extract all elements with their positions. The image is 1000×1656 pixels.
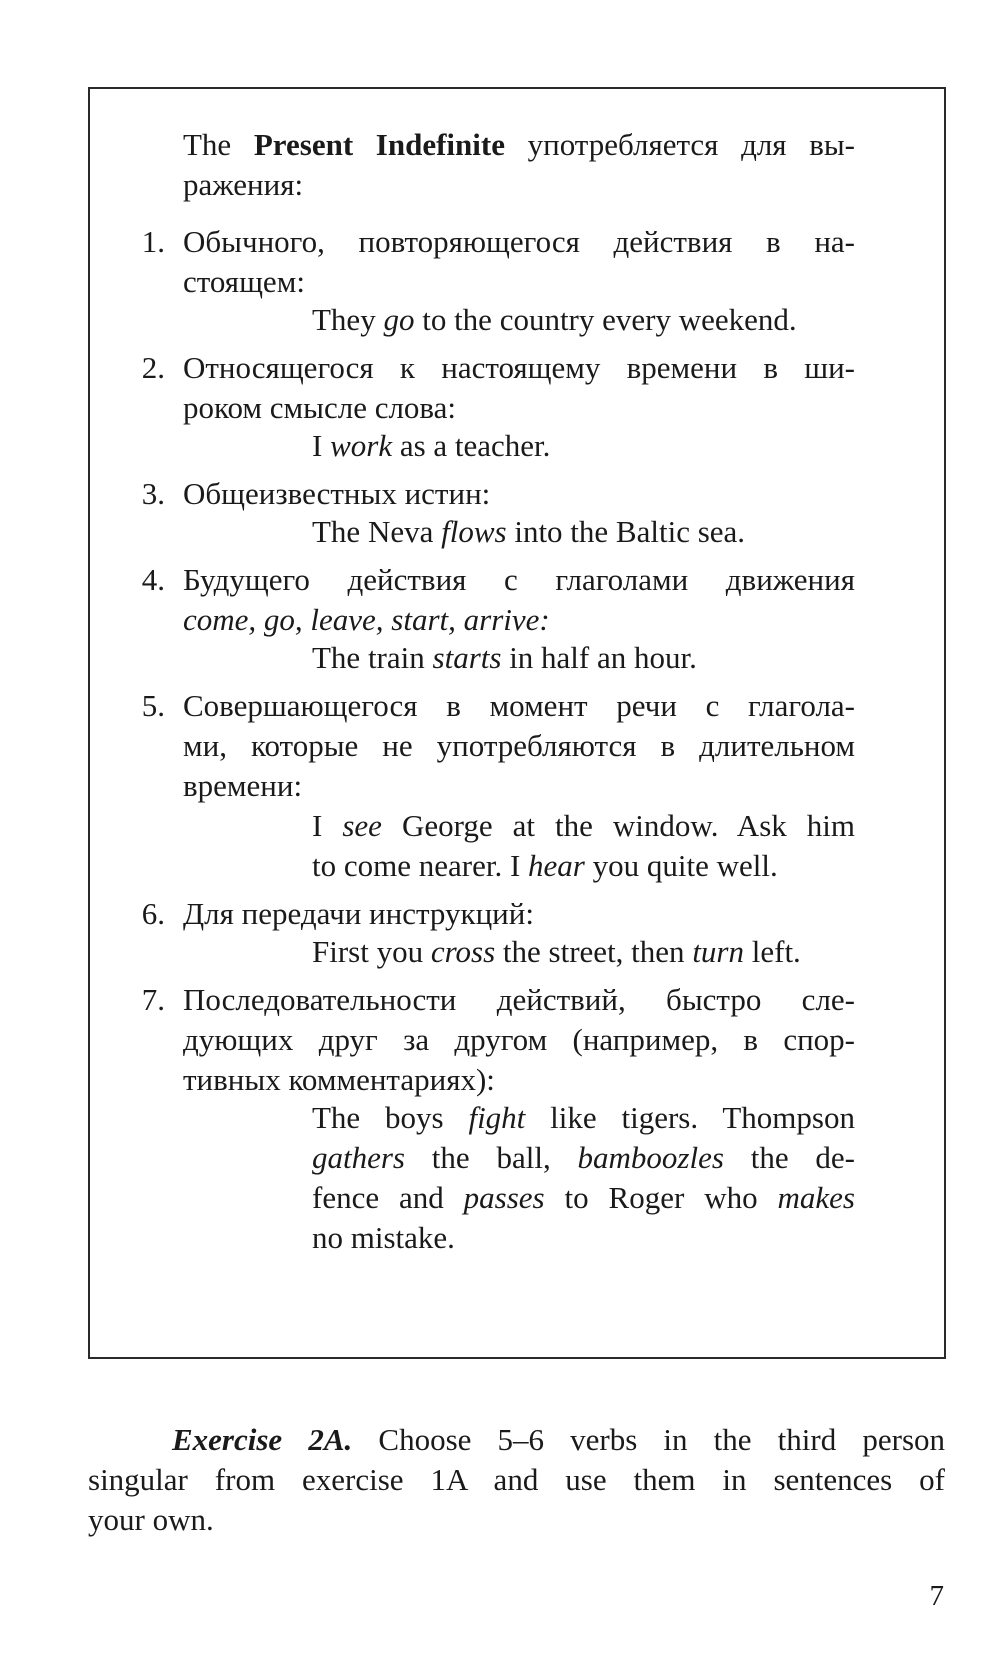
item-text: дующих друг за другом (например, в спор- (183, 1022, 855, 1057)
item-example: The train starts in half an hour. (312, 640, 697, 675)
item-number: 1. (141, 224, 165, 259)
item-text-italic: come, go, leave, start, arrive: (183, 602, 550, 637)
intro-line-2: ражения: (183, 167, 304, 202)
item-text: Будущего действия с глаголами движения (183, 562, 855, 597)
item-example: I see George at the window. Ask him (312, 808, 855, 843)
exercise-line-2: singular from exercise 1A and use them in sentences of (88, 1462, 945, 1497)
item-number: 7. (141, 982, 165, 1017)
item-text: Последовательности действий, быстро сле- (183, 982, 855, 1017)
item-text: стоящем: (183, 264, 305, 299)
item-example: They go to the country every weekend. (312, 302, 797, 337)
item-number: 4. (141, 562, 165, 597)
intro-line-1: The Present Indefinite употребляется для вы- (183, 127, 856, 162)
item-example: First you cross the street, then turn left. (312, 934, 801, 969)
item-example: to come nearer. I hear you quite well. (312, 848, 778, 883)
item-text: тивных комментариях): (183, 1062, 495, 1097)
exercise-line-3: your own. (88, 1502, 214, 1537)
page-number: 7 (929, 1580, 944, 1612)
item-number: 6. (141, 896, 165, 931)
item-text: Совершающегося в момент речи с глагола- (183, 688, 855, 723)
item-example: I work as a teacher. (312, 428, 551, 463)
item-example: gathers the ball, bamboozles the de- (312, 1140, 855, 1175)
item-text: Относящегося к настоящему времени в ши- (183, 350, 855, 385)
item-example: no mistake. (312, 1220, 455, 1255)
exercise-line-1: Exercise 2A. Choose 5–6 verbs in the third person (172, 1422, 946, 1457)
item-number: 3. (141, 476, 165, 511)
item-example: The Neva flows into the Baltic sea. (312, 514, 746, 549)
item-example: fence and passes to Roger who makes (312, 1180, 855, 1215)
item-text: Общеизвестных истин: (183, 476, 491, 511)
item-text: Обычного, повторяющегося действия в на- (183, 224, 855, 259)
item-text: времени: (183, 768, 303, 803)
item-number: 5. (141, 688, 165, 723)
item-text: ми, которые не употребляются в длительном (183, 728, 855, 763)
item-number: 2. (141, 350, 165, 385)
item-text: Для передачи инструкций: (183, 896, 534, 931)
item-example: The boys fight like tigers. Thompson (312, 1100, 855, 1135)
item-text: роком смысле слова: (183, 390, 457, 425)
